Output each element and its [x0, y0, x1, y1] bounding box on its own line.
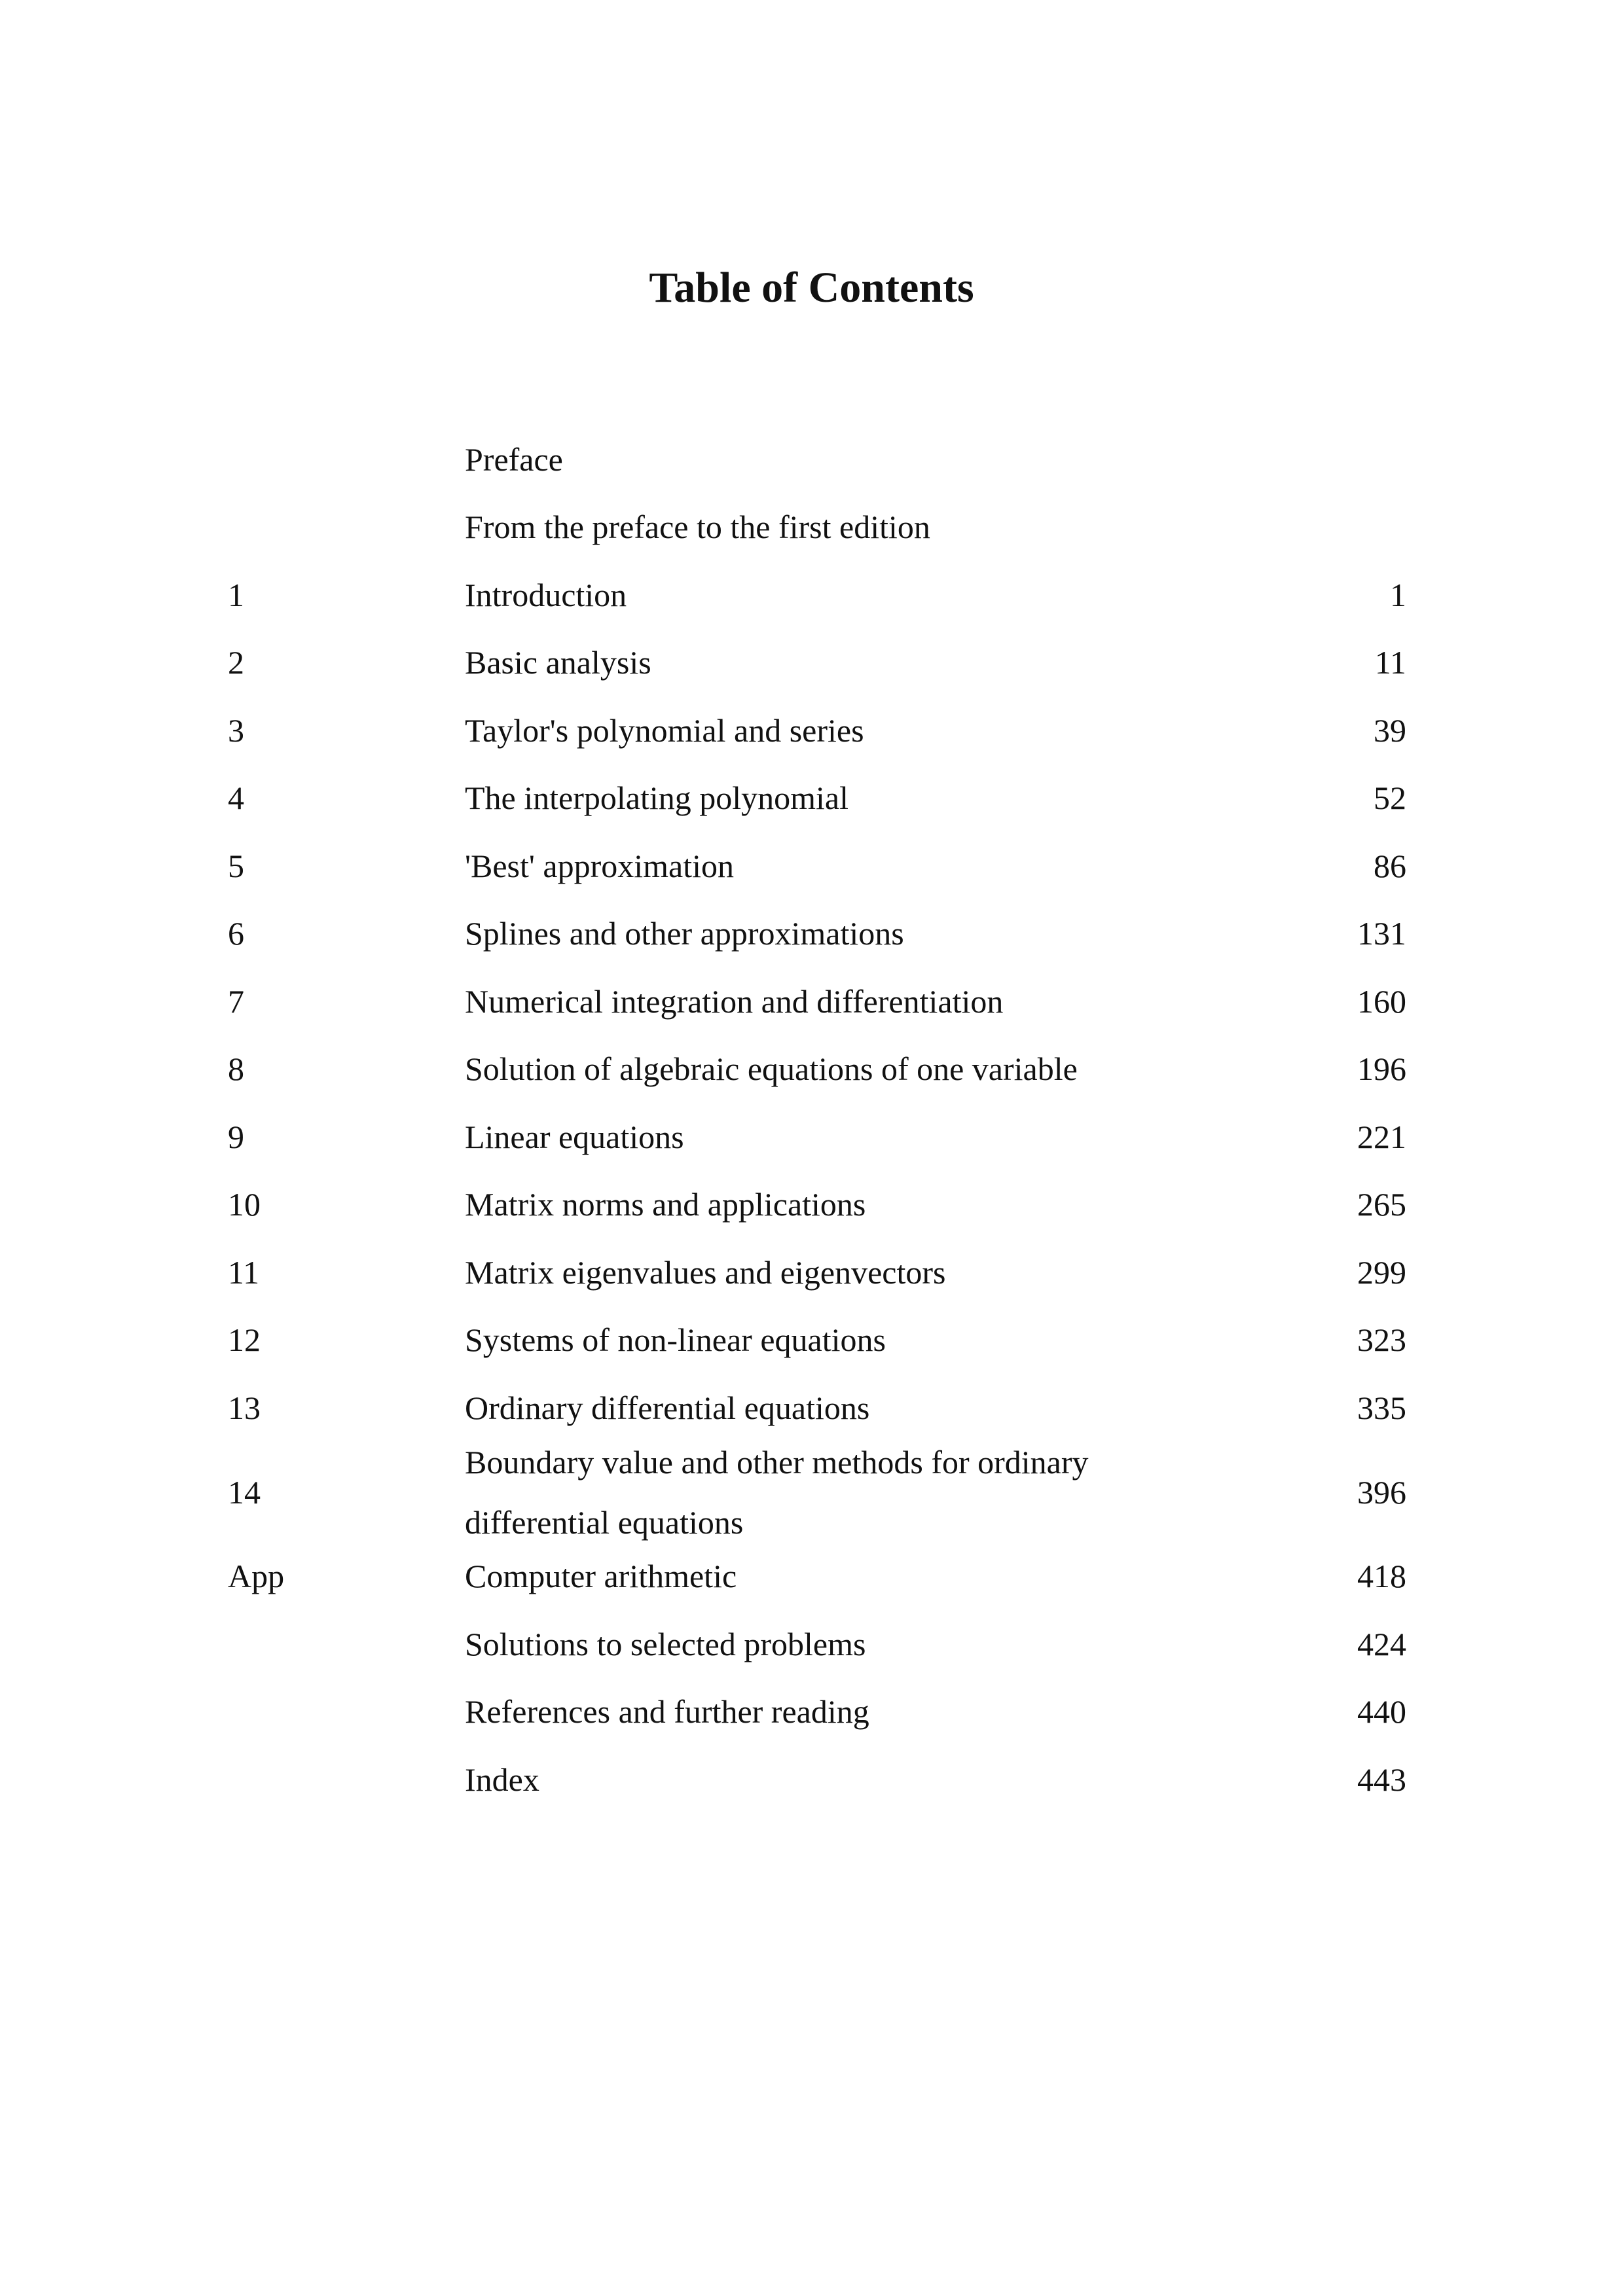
toc-entry-references — [228, 1678, 1406, 1746]
chapter-title: Splines and other approximations — [465, 915, 904, 952]
page-number: 160 — [1357, 982, 1406, 1020]
chapter-title: Matrix eigenvalues and eigenvectors — [465, 1253, 946, 1291]
chapter-title — [465, 1432, 1275, 1552]
chapter-number: 1 — [228, 576, 244, 613]
page-number: 299 — [1357, 1253, 1406, 1291]
toc-entry-index — [228, 1746, 1406, 1814]
page-number: 1 — [1390, 576, 1406, 613]
chapter-number: 5 — [228, 847, 244, 884]
toc-entry-chapter-3 — [228, 696, 1406, 764]
page-number: 424 — [1357, 1625, 1406, 1662]
chapter-title: Computer arithmetic — [465, 1558, 737, 1595]
chapter-number: 10 — [228, 1186, 261, 1223]
chapter-number: App — [228, 1558, 285, 1595]
toc-entry-appendix — [228, 1543, 1406, 1611]
chapter-number: 2 — [228, 644, 244, 681]
page-number: 396 — [1357, 1473, 1406, 1511]
toc-entry-chapter-2 — [228, 629, 1406, 697]
toc-entry-chapter-11 — [228, 1238, 1406, 1306]
toc-entry-chapter-4 — [228, 764, 1406, 833]
page-number: 86 — [1374, 847, 1406, 884]
chapter-number: 7 — [228, 982, 244, 1020]
page-number: 265 — [1357, 1186, 1406, 1223]
chapter-title: 'Best' approximation — [465, 847, 735, 884]
chapter-title: Systems of non-linear equations — [465, 1321, 886, 1359]
toc-entry-chapter-14 — [228, 1442, 1406, 1543]
toc-entry-chapter-12 — [228, 1306, 1406, 1374]
page-number: 440 — [1357, 1693, 1406, 1731]
chapter-title-line-1: Boundary value and other methods for ordinary — [465, 1443, 1089, 1480]
chapter-title: Basic analysis — [465, 644, 651, 681]
toc-entry-chapter-7 — [228, 967, 1406, 1035]
toc-entry-preface — [228, 425, 1406, 493]
page-title: Table of Contents — [649, 264, 974, 312]
chapter-title-line-2: differential equations — [465, 1503, 744, 1541]
page-number: 131 — [1357, 915, 1406, 952]
chapter-title: References and further reading — [465, 1693, 869, 1731]
chapter-title: Ordinary differential equations — [465, 1389, 870, 1426]
chapter-title: Taylor's polynomial and series — [465, 711, 864, 749]
table-of-contents — [228, 425, 1406, 1814]
page-number: 52 — [1374, 780, 1406, 817]
toc-entry-chapter-6 — [228, 900, 1406, 968]
toc-entry-chapter-5 — [228, 832, 1406, 900]
chapter-number: 12 — [228, 1321, 261, 1359]
chapter-title: Solution of algebraic equations of one variable — [465, 1050, 1078, 1088]
toc-entry-chapter-1 — [228, 561, 1406, 629]
chapter-title: Introduction — [465, 576, 627, 613]
toc-entry-chapter-10 — [228, 1171, 1406, 1239]
chapter-title: Preface — [465, 440, 563, 478]
toc-entry-first-edition-preface — [228, 493, 1406, 562]
toc-entry-chapter-9 — [228, 1103, 1406, 1171]
toc-entry-chapter-8 — [228, 1035, 1406, 1103]
chapter-number: 4 — [228, 780, 244, 817]
chapter-number: 8 — [228, 1050, 244, 1088]
page-number: 221 — [1357, 1118, 1406, 1155]
page-number: 323 — [1357, 1321, 1406, 1359]
chapter-number: 6 — [228, 915, 244, 952]
chapter-number: 3 — [228, 711, 244, 749]
chapter-number: 11 — [228, 1253, 260, 1291]
page-number: 196 — [1357, 1050, 1406, 1088]
page-number: 335 — [1357, 1389, 1406, 1426]
toc-entry-solutions — [228, 1610, 1406, 1678]
page-number: 418 — [1357, 1558, 1406, 1595]
page-number: 11 — [1374, 644, 1406, 681]
chapter-number: 9 — [228, 1118, 244, 1155]
chapter-title: From the preface to the first edition — [465, 509, 930, 546]
chapter-number: 13 — [228, 1389, 261, 1426]
chapter-title: Numerical integration and differentiation — [465, 982, 1004, 1020]
chapter-title: Matrix norms and applications — [465, 1186, 866, 1223]
chapter-title: Solutions to selected problems — [465, 1625, 866, 1662]
chapter-title: Linear equations — [465, 1118, 684, 1155]
chapter-title: The interpolating polynomial — [465, 780, 848, 817]
chapter-title: Index — [465, 1761, 539, 1798]
page-number: 443 — [1357, 1761, 1406, 1798]
chapter-number: 14 — [228, 1473, 261, 1511]
page-number: 39 — [1374, 711, 1406, 749]
